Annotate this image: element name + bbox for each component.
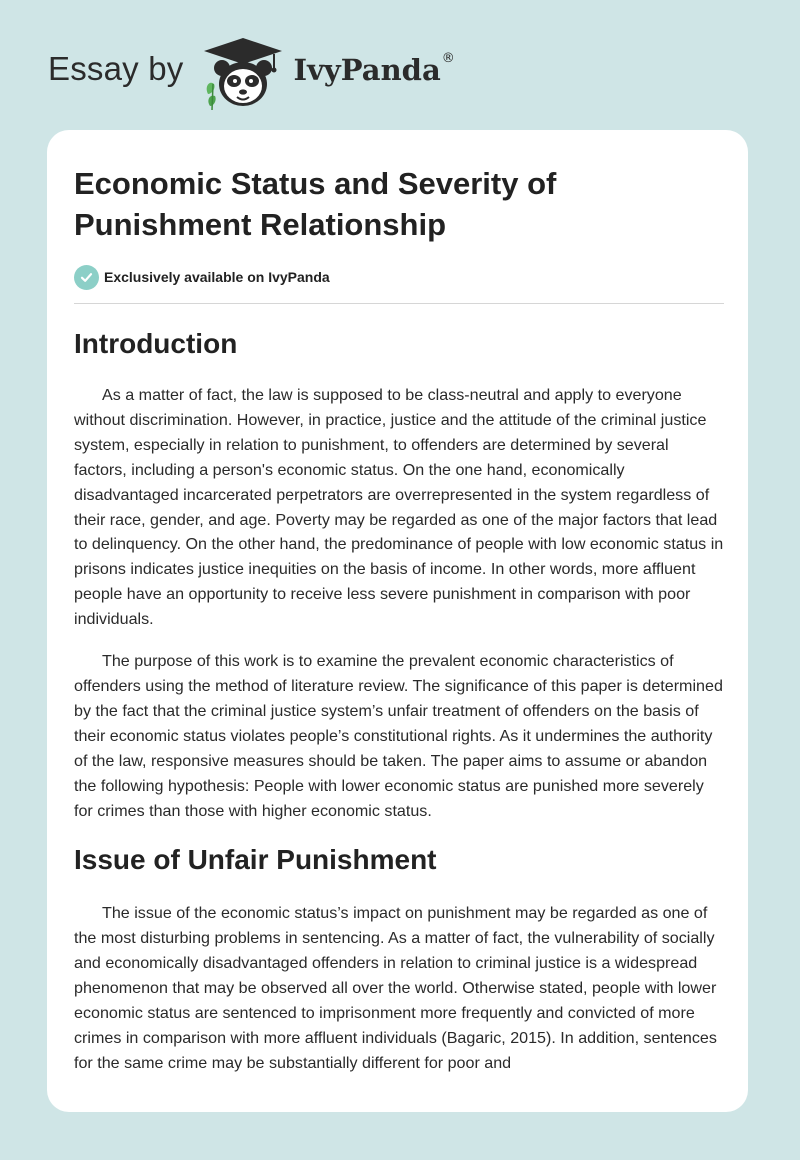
registered-mark: ® xyxy=(441,50,455,66)
exclusive-badge-label: Exclusively available on IvyPanda xyxy=(104,269,330,285)
section-heading-issue-of-unfair-punishment: Issue of Unfair Punishment xyxy=(74,844,437,876)
paragraph: As a matter of fact, the law is supposed to be class-neutral and apply to everyone without discrimination. However, in practice, justice and the attitude of the criminal justice system, especially in relation to punishment, to offenders are determined by several factors, including a person's economic status. On the one hand, economically disadvantaged incarcerated perpetrators are overrepresented in the system regardless of their race, gender, and age. Poverty may be regarded as one of the major factors that lead to delinquency. On the other hand, the predominance of people with low economic status in prisons indicates justice inequities on the basis of income. In other words, more affluent people have an opportunity to receive less severe punishment in comparison with poor individuals. xyxy=(74,386,724,629)
essay-content xyxy=(74,163,724,1076)
paragraph: The issue of the economic status’s impact on punishment may be regarded as one of the most disturbing problems in sentencing. As a matter of fact, the vulnerability of socially and economically disadvantaged offenders in relation to criminal justice is a widespread phenomenon that may be observed all over the world. Otherwise stated, people with lower economic status are sentenced to imprisonment more frequently and convicted of more crimes in comparison with more affluent individuals (Bagaric, 2015). In addition, sentences for the same crime may be substantially different for poor and xyxy=(74,904,717,1072)
panda-logo-icon[interactable] xyxy=(200,34,286,110)
checkmark-circle-icon xyxy=(74,265,99,290)
exclusive-badge xyxy=(74,264,724,290)
page-title: Economic Status and Severity of Punishment Relationship xyxy=(74,166,557,242)
divider xyxy=(74,303,724,304)
brand-name[interactable]: IvyPanda xyxy=(293,53,441,87)
essay-card xyxy=(47,130,748,1112)
brand-prefix: Essay by xyxy=(48,50,184,87)
paragraph: The purpose of this work is to examine the prevalent economic characteristics of offenders using the method of literature review. The significance of this paper is determined by the fact that the criminal justice system’s unfair treatment of offenders on the basis of their economic status violates people’s constitutional rights. As it undermines the authority of the law, responsive measures should be taken. The paper aims to assume or abandon the following hypothesis: People with lower economic status are punished more severely for crimes than those with higher economic status. xyxy=(74,652,723,820)
site-header xyxy=(48,34,455,110)
section-heading-introduction: Introduction xyxy=(74,328,238,359)
